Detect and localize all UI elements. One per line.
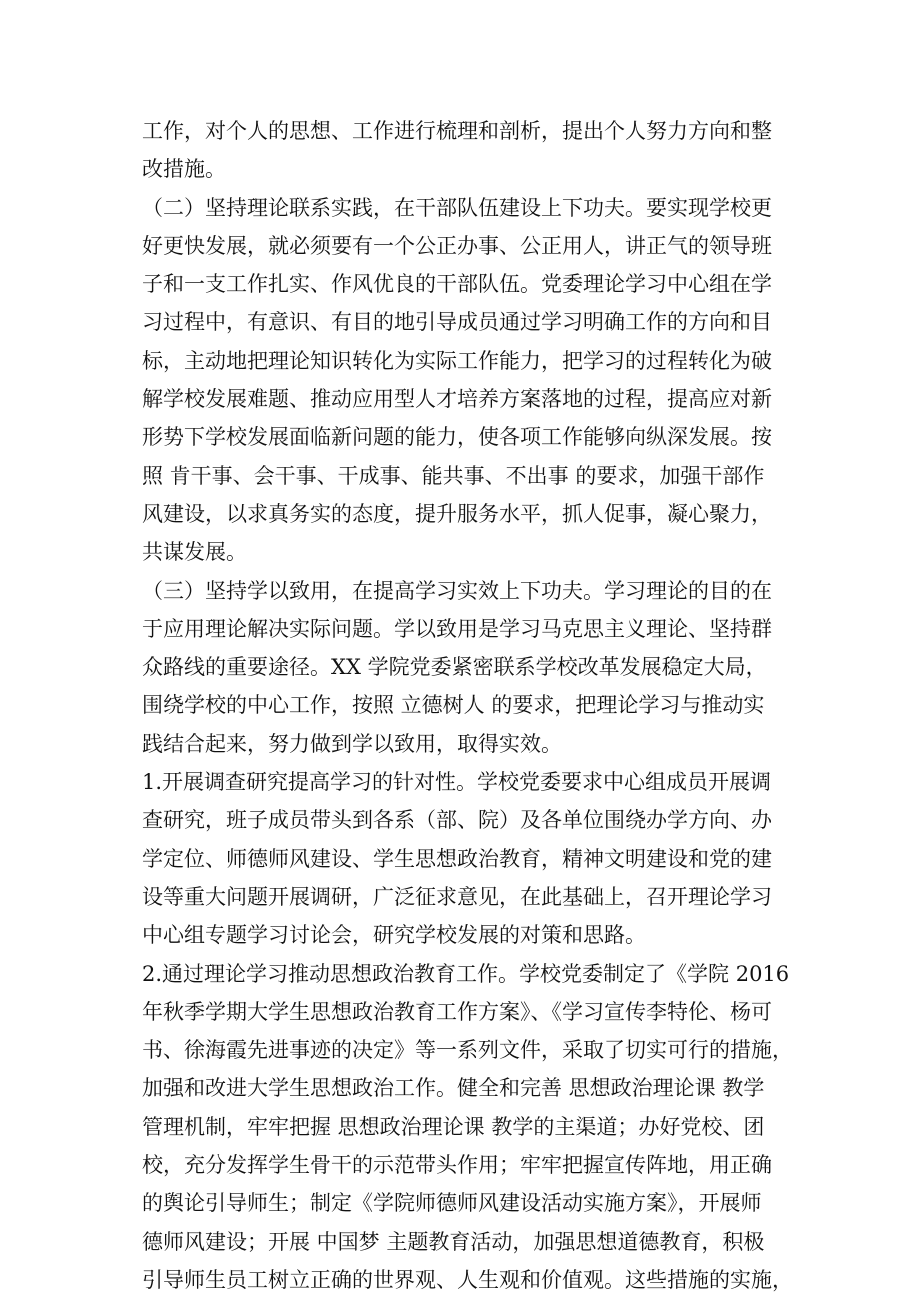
text-line: 查研究，班子成员带头到各系（部、院）及各单位围绕办学方向、办 bbox=[142, 808, 772, 833]
document-body bbox=[142, 112, 802, 1299]
text-line: 好更快发展，就必须要有一个公正办事、公正用人，讲正气的领导班 bbox=[142, 233, 772, 258]
text-line: 2.通过理论学习推动思想政治教育工作。学校党委制定了《学院 2016 bbox=[142, 961, 790, 986]
text-line: 中心组专题学习讨论会，研究学校发展的对策和思路。 bbox=[142, 923, 646, 948]
text-line: 风建设，以求真务实的态度，提升服务水平，抓人促事，凝心聚力， bbox=[142, 501, 772, 526]
text-line: 年秋季学期大学生思想政治教育工作方案》、《学习宣传李特伦、杨可 bbox=[142, 999, 772, 1024]
text-line: 引导师生员工树立正确的世界观、人生观和价值观。这些措施的实施， bbox=[142, 1267, 793, 1292]
text-line: 于应用理论解决实际问题。学以致用是学习马克思主义理论、坚持群 bbox=[142, 616, 772, 641]
text-line: 习过程中，有意识、有目的地引导成员通过学习明确工作的方向和目 bbox=[142, 310, 772, 335]
text-line: 改措施。 bbox=[142, 157, 226, 182]
text-line: 1.开展调查研究提高学习的针对性。学校党委要求中心组成员开展调 bbox=[142, 770, 772, 795]
text-line: 子和一支工作扎实、作风优良的干部队伍。党委理论学习中心组在学 bbox=[142, 272, 772, 297]
text-line: 学定位、师德师风建设、学生思想政治教育，精神文明建设和党的建 bbox=[142, 846, 772, 871]
text-line: 形势下学校发展面临新问题的能力，使各项工作能够向纵深发展。按 bbox=[142, 425, 772, 450]
text-line: 的舆论引导师生；制定《学院师德师风建设活动实施方案》，开展师 bbox=[142, 1191, 762, 1216]
text-line: （三）坚持学以致用，在提高学习实效上下功夫。学习理论的目的在 bbox=[142, 578, 772, 603]
text-line: （二）坚持理论联系实践，在干部队伍建设上下功夫。要实现学校更 bbox=[142, 195, 772, 220]
text-line: 践结合起来，努力做到学以致用，取得实效。 bbox=[142, 731, 562, 756]
text-line: 标，主动地把理论知识转化为实际工作能力，把学习的过程转化为破 bbox=[142, 348, 772, 373]
text-line: 加强和改进大学生思想政治工作。健全和完善 思想政治理论课 教学 bbox=[142, 1076, 765, 1101]
text-line: 照 肯干事、会干事、干成事、能共事、不出事 的要求，加强干部作 bbox=[142, 463, 765, 488]
text-line: 共谋发展。 bbox=[142, 540, 247, 565]
text-line: 解学校发展难题、推动应用型人才培养方案落地的过程，提高应对新 bbox=[142, 387, 772, 412]
text-line: 校，充分发挥学生骨干的示范带头作用；牢牢把握宣传阵地，用正确 bbox=[142, 1153, 772, 1178]
text-line: 工作，对个人的思想、工作进行梳理和剖析，提出个人努力方向和整 bbox=[142, 119, 772, 143]
text-line: 书、徐海霞先进事迹的决定》等一系列文件，采取了切实可行的措施， bbox=[142, 1038, 793, 1063]
text-line: 围绕学校的中心工作，按照 立德树人 的要求，把理论学习与推动实 bbox=[142, 693, 765, 718]
text-line: 德师风建设；开展 中国梦 主题教育活动，加强思想道德教育，积极 bbox=[142, 1229, 765, 1254]
text-line: 管理机制，牢牢把握 思想政治理论课 教学的主渠道；办好党校、团 bbox=[142, 1114, 765, 1139]
text-line: 设等重大问题开展调研，广泛征求意见，在此基础上，召开理论学习 bbox=[142, 884, 772, 909]
text-line: 众路线的重要途径。XX 学院党委紧密联系学校改革发展稳定大局， bbox=[142, 655, 767, 680]
